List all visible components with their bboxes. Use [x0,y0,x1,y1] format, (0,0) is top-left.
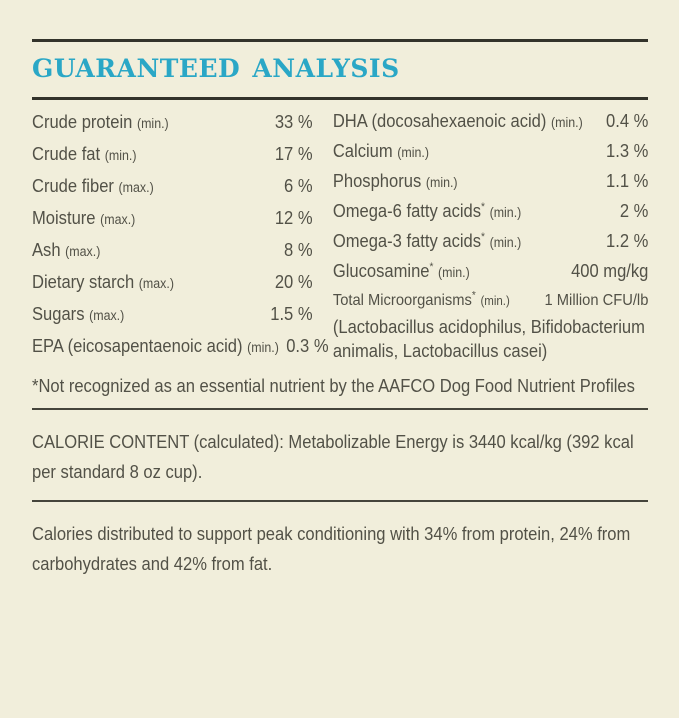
microorganism-species-note: (Lactobacillus acidophilus, Bifidobacterium animalis, Lactobacillus casei) [332,317,645,361]
nutrient-label-group [32,299,124,331]
nutrient-value: 0.3 % [286,336,329,356]
nutrient-label: Omega-6 fatty acids [332,201,482,221]
nutrient-label: Ash [32,240,61,260]
nutrient-value: 33 % [274,112,313,132]
nutrient-label-group [32,331,279,363]
nutrient-label: Phosphorus [332,171,422,191]
nutrient-value: 1.5 % [270,304,313,324]
nutrient-label-group [32,235,100,267]
nutrient-label-group [333,107,583,137]
title-rule [32,97,648,100]
divider-2 [32,500,648,502]
nutrient-value: 8 % [284,240,313,260]
nutrient-label: Crude fat [32,144,101,164]
footnote-asterisk: * [429,261,434,273]
top-rule [32,39,648,42]
panel-title: GUARANTEED ANALYSIS [32,54,400,83]
nutrient-value: 17 % [274,144,313,164]
analysis-column-right [333,107,649,363]
nutrient-value: 12 % [274,208,313,228]
analysis-row [333,257,649,287]
nutrient-label: Total Microorganisms [332,292,472,309]
nutrient-qualifier: (min.) [551,115,583,130]
nutrient-qualifier: (min.) [136,116,169,131]
nutrient-label-group [333,257,470,287]
nutrient-label: Dietary starch [32,272,135,292]
nutrient-label: Glucosamine [332,261,430,281]
analysis-row [333,227,649,257]
analysis-row [32,299,313,331]
nutrient-qualifier: (min.) [489,205,522,220]
nutrient-value: 400 mg/kg [571,261,649,281]
nutrient-label-group [32,203,135,235]
nutrient-qualifier: (min.) [480,294,510,308]
nutrient-value: 1.2 % [606,231,649,251]
guaranteed-analysis-panel [0,39,679,579]
nutrient-qualifier: (min.) [397,145,429,160]
nutrient-qualifier: (max.) [65,244,101,259]
nutrient-label: Moisture [32,208,96,228]
analysis-row [333,197,649,227]
nutrient-qualifier: (min.) [104,148,137,163]
nutrient-qualifier: (max.) [118,180,154,195]
nutrient-label: Crude protein [32,112,133,132]
calorie-distribution-statement: Calories distributed to support peak conditioning with 34% from protein, 24% from carbohydrates and 42% from fat. [32,524,631,574]
nutrient-label: Sugars [32,304,85,324]
analysis-row [333,107,649,137]
calorie-content-statement: CALORIE CONTENT (calculated): Metabolizable Energy is 3440 kcal/kg (392 kcal per standard 8 oz cup). [32,432,634,482]
nutrient-value: 1.1 % [606,171,649,191]
analysis-row [32,139,313,171]
nutrient-label-group [32,267,174,299]
analysis-row [32,107,313,139]
analysis-row [32,235,313,267]
analysis-table [32,107,648,363]
nutrient-value: 1.3 % [606,141,649,161]
nutrient-value: 0.4 % [606,111,649,131]
analysis-column-left [32,107,329,363]
nutrient-qualifier: (min.) [438,265,470,280]
analysis-row [32,331,329,363]
nutrient-qualifier: (min.) [489,235,522,250]
nutrient-qualifier: (min.) [425,175,458,190]
nutrient-label: Omega-3 fatty acids [332,231,482,251]
nutrient-label-group [333,137,429,167]
nutrient-label-group [32,171,154,203]
analysis-row [333,137,649,167]
nutrient-label-group [32,107,169,139]
nutrient-label-group [333,167,458,197]
analysis-row [333,287,649,315]
nutrient-label-group [333,197,521,227]
footnote-asterisk: * [471,289,476,302]
nutrient-value: 1 Million CFU/lb [544,292,649,309]
nutrient-label: EPA (eicosapentaenoic acid) [32,336,243,356]
nutrient-label: Calcium [332,141,393,161]
analysis-row [32,203,313,235]
footnote-asterisk: * [481,231,485,243]
nutrient-qualifier: (max.) [138,276,174,291]
analysis-row [333,167,649,197]
nutrient-label-group [333,287,510,315]
analysis-row [32,171,313,203]
nutrient-label-group [333,227,521,257]
aafco-footnote: *Not recognized as an essential nutrient by the AAFCO Dog Food Nutrient Profiles [32,376,635,396]
analysis-row [32,267,313,299]
footnote-asterisk: * [481,201,485,213]
nutrient-qualifier: (max.) [100,212,136,227]
divider-1 [32,408,648,410]
nutrient-value: 2 % [619,201,649,221]
nutrient-value: 20 % [274,272,313,292]
nutrient-label: DHA (docosahexaenoic acid) [332,111,547,131]
nutrient-qualifier: (min.) [247,340,279,355]
nutrient-qualifier: (max.) [89,308,125,323]
nutrient-value: 6 % [284,176,313,196]
nutrient-label-group [32,139,136,171]
nutrient-label: Crude fiber [32,176,114,196]
